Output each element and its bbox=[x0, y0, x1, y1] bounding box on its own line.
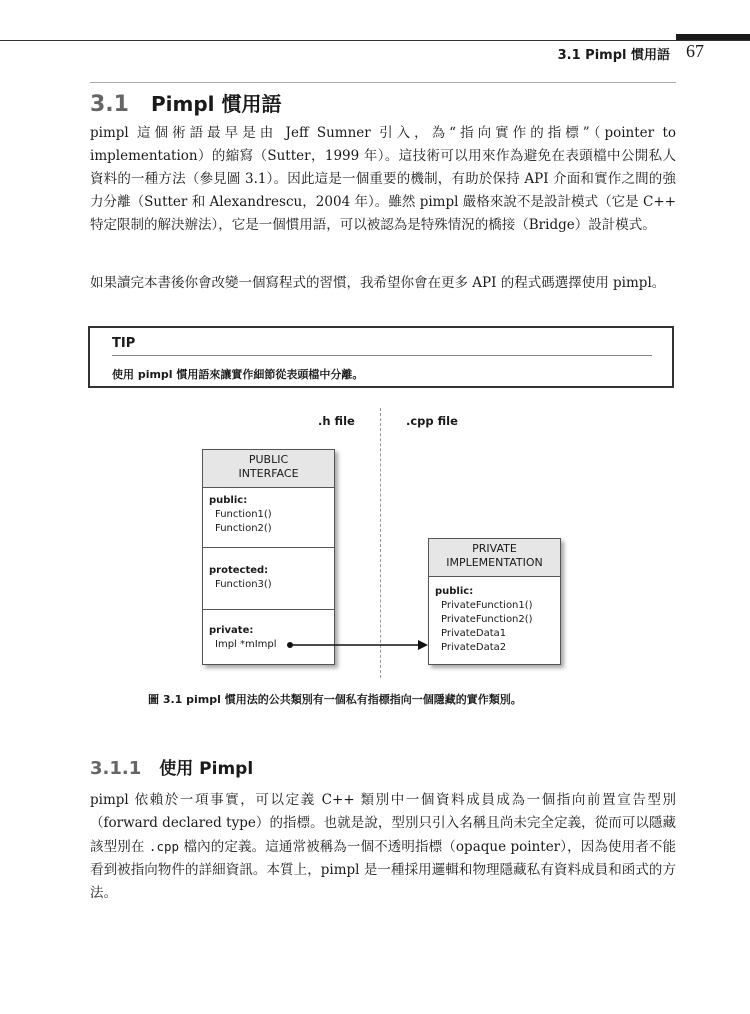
protected-keyword: protected: bbox=[209, 565, 269, 576]
mimpl-member: Impl *mImpl bbox=[215, 639, 277, 650]
page-number: 67 bbox=[686, 41, 704, 61]
paragraph-using-pimpl bbox=[90, 789, 676, 905]
tip-label: TIP bbox=[112, 336, 136, 351]
section-number: 3.1 bbox=[90, 92, 129, 117]
code-cpp: .cpp bbox=[148, 839, 180, 854]
cpp-file-label: .cpp file bbox=[406, 414, 458, 428]
public-title-line2: INTERFACE bbox=[238, 467, 299, 480]
impl-public-keyword: public: bbox=[435, 586, 474, 597]
public-title-line1: PUBLIC bbox=[248, 453, 289, 466]
function1: Function1() bbox=[215, 509, 272, 520]
private-data1: PrivateData1 bbox=[441, 628, 507, 639]
paragraph-habit: 如果讀完本書後你會改變一個寫程式的習慣，我希望你會在更多 API 的程式碼選擇使用 pimpl。 bbox=[90, 275, 666, 291]
h-file-label: .h file bbox=[318, 414, 355, 428]
paragraph-intro: pimpl 這個術語最早是由 Jeff Sumner 引入，為“指向實作的指標”（pointer to implementation）的縮寫（Sutter，1999 年）。這技術可以用來作為避免在表頭檔中公開私人資料的一種方法（參見圖 3.1）。因此這是一個重要的機制，有助於保持 API 介面和實作之間的強力分離（Sutter 和 Alexandrescu，2004 年）。雖然 pimpl 嚴格來說不是設計模式（它是 C++ 特定限制的解決辦法），它是一個慣用語，可以被認為是特殊情況的橋接（Bridge）設計模式。 bbox=[90, 125, 676, 233]
private-function1: PrivateFunction1() bbox=[441, 600, 533, 611]
private-title-line1: PRIVATE bbox=[472, 542, 517, 555]
pointer-arrowhead bbox=[418, 640, 428, 650]
function3: Function3() bbox=[215, 579, 272, 590]
private-title-line2: IMPLEMENTATION bbox=[446, 556, 543, 569]
tip-text: 使用 pimpl 慣用語來讓實作細節從表頭檔中分離。 bbox=[112, 368, 364, 381]
section-title: Pimpl 慣用語 bbox=[150, 92, 282, 116]
public-keyword: public: bbox=[209, 495, 248, 506]
running-header-section: 3.1 Pimpl 慣用語 bbox=[557, 48, 670, 63]
body-text-part2: 檔內的定義。這通常被稱為一個不透明指標（opaque pointer），因為使用者不能看到被指向物件的詳細資訊。本質上，pimpl 是一種採用邏輯和物理隱藏私有資料成員和函式的方法。 bbox=[90, 839, 677, 901]
subsection-number: 3.1.1 bbox=[90, 758, 142, 779]
subsection-title: 使用 Pimpl bbox=[159, 759, 254, 779]
private-data2: PrivateData2 bbox=[441, 642, 507, 653]
function2: Function2() bbox=[215, 523, 272, 534]
subsection-heading bbox=[90, 754, 253, 779]
private-keyword: private: bbox=[209, 625, 254, 636]
body-text-part1: pimpl 依賴於一項事實，可以定義 C++ 類別中一個資料成員成為一個指向前置宣告型別（forward declared type）的指標。也就是說，型別只引入名稱且尚未完全定義，從而可以隱藏該型別在 bbox=[90, 792, 676, 855]
figure-caption: 圖 3.1 pimpl 慣用法的公共類別有一個私有指標指向一個隱藏的實作類別。 bbox=[148, 693, 522, 706]
private-function2: PrivateFunction2() bbox=[441, 614, 533, 625]
